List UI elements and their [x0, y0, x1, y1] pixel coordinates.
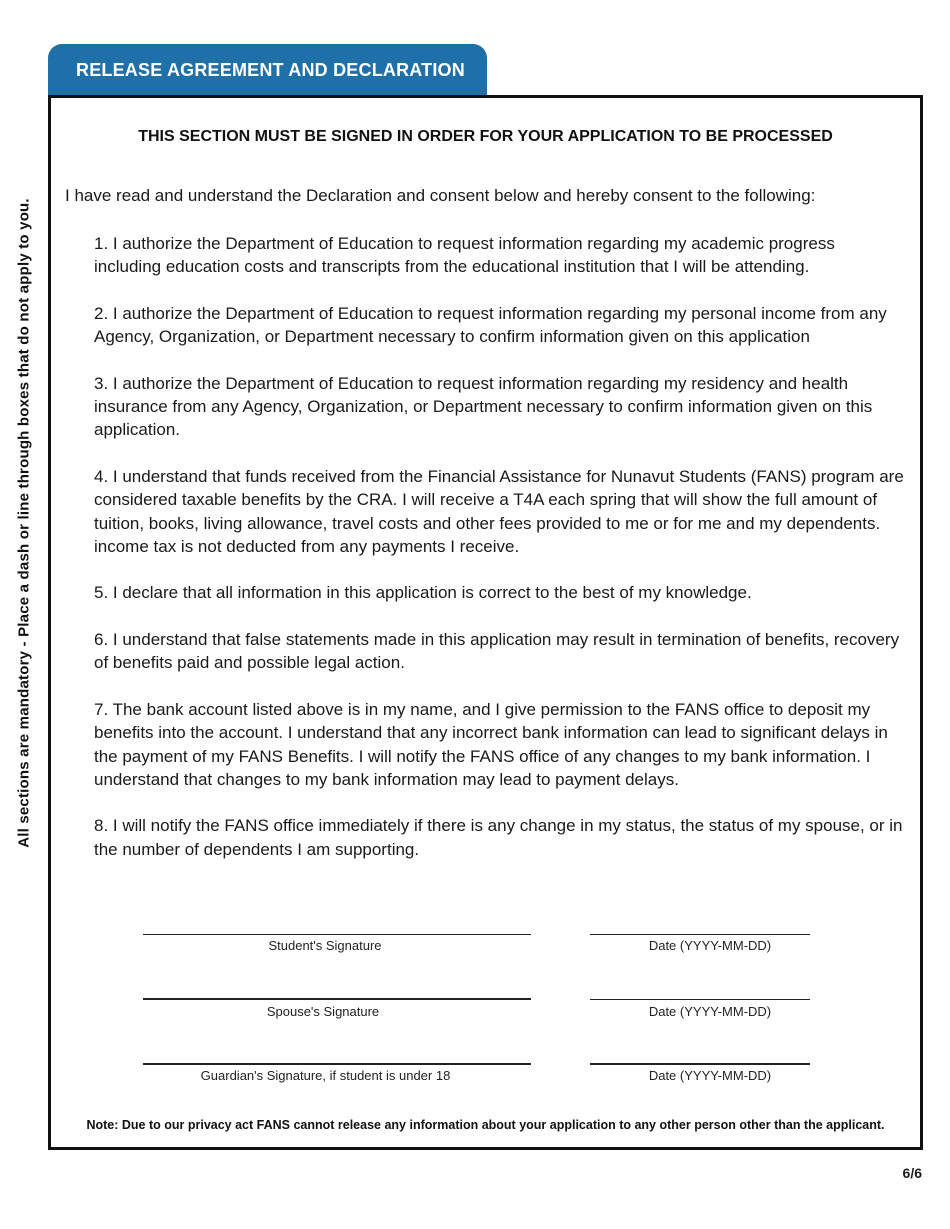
student-signature-label: Student's Signature [268, 938, 382, 953]
guardian-date-label: Date (YYYY-MM-DD) [648, 1068, 772, 1083]
consent-list [94, 232, 904, 884]
spouse-date-label: Date (YYYY-MM-DD) [648, 1004, 772, 1019]
section-title: RELEASE AGREEMENT AND DECLARATION [76, 59, 465, 80]
declaration-section [48, 95, 923, 1150]
mandatory-sections-note: All sections are mandatory - Place a dash or line through boxes that do not apply to you. [15, 198, 33, 848]
student-date-label: Date (YYYY-MM-DD) [648, 938, 772, 953]
consent-item-6: 6. I understand that false statements made in this application may result in termination of benefits, recovery of benefits paid and possible legal action. [94, 629, 900, 673]
page-number: 6/6 [902, 1165, 922, 1181]
consent-item-3: 3. I authorize the Department of Education to request information regarding my residency and health insurance from any Agency, Organization, or Department necessary to confirm information given on this application. [94, 373, 873, 440]
student-signature-line[interactable] [143, 934, 531, 935]
spouse-signature-label: Spouse's Signature [266, 1004, 380, 1019]
must-sign-heading: THIS SECTION MUST BE SIGNED IN ORDER FOR YOUR APPLICATION TO BE PROCESSED [138, 128, 833, 145]
guardian-date-line[interactable] [590, 1063, 810, 1065]
privacy-note: Note: Due to our privacy act FANS cannot release any information about your application to any other person other than the applicant. [86, 1118, 885, 1132]
consent-item-2: 2. I authorize the Department of Education to request information regarding my personal income from any Agency, Organization, or Department necessary to confirm information given on this application [94, 303, 887, 347]
consent-intro: I have read and understand the Declaration and consent below and hereby consent to the following: [65, 186, 816, 205]
consent-item-8: 8. I will notify the FANS office immediately if there is any change in my status, the status of my spouse, or in the number of dependents I am supporting. [94, 816, 903, 859]
guardian-signature-line[interactable] [143, 1063, 531, 1065]
student-date-line[interactable] [590, 934, 810, 935]
guardian-signature-label: Guardian's Signature, if student is under 18 [200, 1068, 451, 1083]
consent-item-4: 4. I understand that funds received from the Financial Assistance for Nunavut Students (FANS) program are considered taxable benefits by the CRA. I will receive a T4A each spring that will show the full amount of tuition, books, living allowance, travel costs and other fees provided to me or for me and my dependents. income tax is not deducted from any payments I receive. [94, 466, 904, 557]
spouse-signature-line[interactable] [143, 998, 531, 1000]
consent-item-5: 5. I declare that all information in this application is correct to the best of my knowledge. [94, 583, 752, 603]
section-header-tab [48, 44, 487, 96]
consent-item-7: 7. The bank account listed above is in my name, and I give permission to the FANS office to deposit my benefits into the account. I understand that any incorrect bank information can lead to significant delays in the payment of my FANS Benefits. I will notify the FANS office of any changes to my bank information. I understand that changes to my bank information may lead to payment delays. [94, 699, 888, 789]
consent-item-1: 1. I authorize the Department of Education to request information regarding my academic progress including education costs and transcripts from the educational institution that I will be attending. [94, 234, 835, 277]
spouse-date-line[interactable] [590, 999, 810, 1000]
